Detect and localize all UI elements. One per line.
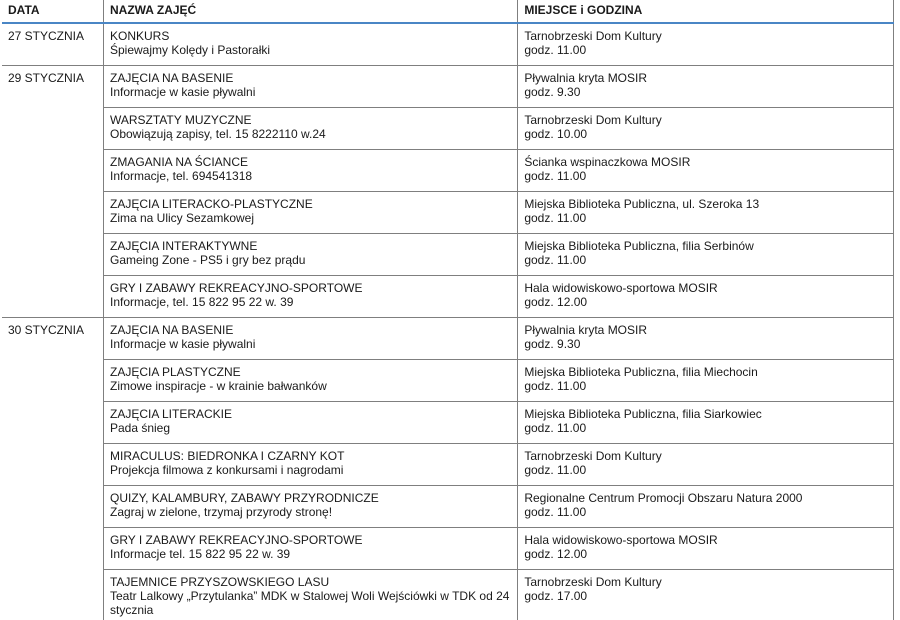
- event-name-cell: [103, 276, 517, 318]
- table-row: [2, 108, 894, 150]
- table-row: [2, 570, 894, 620]
- event-time: godz. 17.00: [524, 589, 588, 603]
- event-place: Miejska Biblioteka Publiczna, filia Siarkowiec: [524, 407, 762, 421]
- event-description: Informacje, tel. 15 822 95 22 w. 39: [109, 295, 294, 309]
- event-place: Ścianka wspinaczkowa MOSIR: [524, 155, 691, 169]
- event-title: WARSZTATY MUZYCZNE: [109, 113, 252, 127]
- table-row: [2, 192, 894, 234]
- event-description: Teatr Lalkowy „Przytulanka” MDK w Stalowej Woli Wejściówki w TDK od 24 stycznia: [109, 589, 510, 617]
- event-name-cell: [103, 402, 517, 444]
- date-cell: 30 STYCZNIA: [2, 318, 103, 620]
- place-time-cell: [518, 318, 894, 360]
- place-time-cell: [518, 402, 894, 444]
- table-row: [2, 360, 894, 402]
- table-header-row: [2, 0, 894, 23]
- event-name-cell: [103, 486, 517, 528]
- event-title: ZMAGANIA NA ŚCIANCE: [109, 155, 249, 169]
- date-cell: 29 STYCZNIA: [2, 66, 103, 318]
- event-place: Miejska Biblioteka Publiczna, filia Serbinów: [524, 239, 754, 253]
- place-time-cell: [518, 192, 894, 234]
- event-title: KONKURS: [109, 29, 170, 43]
- place-time-cell: [518, 528, 894, 570]
- event-description: Zagraj w zielone, trzymaj przyrody stronę!: [109, 505, 333, 519]
- event-description: Gameing Zone - PS5 i gry bez prądu: [109, 253, 306, 267]
- event-title: ZAJĘCIA PLASTYCZNE: [109, 365, 241, 379]
- place-time-cell: [518, 360, 894, 402]
- event-name-cell: [103, 23, 517, 66]
- event-time: godz. 11.00: [524, 253, 587, 267]
- event-place: Tarnobrzeski Dom Kultury: [524, 449, 662, 463]
- event-description: Śpiewajmy Kolędy i Pastorałki: [109, 43, 271, 57]
- event-title: QUIZY, KALAMBURY, ZABAWY PRZYRODNICZE: [109, 491, 379, 505]
- event-time: godz. 11.00: [524, 43, 587, 57]
- place-time-cell: [518, 234, 894, 276]
- event-name-cell: [103, 528, 517, 570]
- event-time: godz. 11.00: [524, 169, 587, 183]
- event-time: godz. 11.00: [524, 379, 587, 393]
- event-place: Hala widowiskowo-sportowa MOSIR: [524, 281, 718, 295]
- event-description: Zima na Ulicy Sezamkowej: [109, 211, 255, 225]
- header-place-time: MIEJSCE i GODZINA: [518, 0, 894, 23]
- event-time: godz. 12.00: [524, 295, 588, 309]
- place-time-cell: [518, 23, 894, 66]
- event-name-cell: [103, 108, 517, 150]
- event-place: Miejska Biblioteka Publiczna, filia Miechocin: [524, 365, 758, 379]
- event-description: Projekcja filmowa z konkursami i nagrodami: [109, 463, 344, 477]
- table-row: [2, 318, 894, 360]
- table-row: [2, 276, 894, 318]
- place-time-cell: [518, 66, 894, 108]
- table-row: [2, 234, 894, 276]
- event-title: TAJEMNICE PRZYSZOWSKIEGO LASU: [109, 575, 330, 589]
- event-name-cell: [103, 318, 517, 360]
- table-row: [2, 528, 894, 570]
- place-time-cell: [518, 486, 894, 528]
- schedule-table: [2, 0, 894, 620]
- event-description: Informacje tel. 15 822 95 22 w. 39: [109, 547, 291, 561]
- event-title: GRY I ZABAWY REKREACYJNO-SPORTOWE: [109, 533, 363, 547]
- event-time: godz. 11.00: [524, 505, 587, 519]
- event-place: Regionalne Centrum Promocji Obszaru Natura 2000: [524, 491, 803, 505]
- event-title: ZAJĘCIA NA BASENIE: [109, 323, 234, 337]
- event-description: Obowiązują zapisy, tel. 15 8222110 w.24: [109, 127, 326, 141]
- event-time: godz. 11.00: [524, 421, 587, 435]
- event-description: Pada śnieg: [109, 421, 171, 435]
- event-time: godz. 11.00: [524, 211, 587, 225]
- event-place: Miejska Biblioteka Publiczna, ul. Szeroka 13: [524, 197, 760, 211]
- date-cell: 27 STYCZNIA: [2, 23, 103, 66]
- event-title: ZAJĘCIA LITERACKIE: [109, 407, 233, 421]
- table-row: [2, 150, 894, 192]
- event-title: ZAJĘCIA NA BASENIE: [109, 71, 234, 85]
- event-description: Zimowe inspiracje - w krainie bałwanków: [109, 379, 327, 393]
- event-name-cell: [103, 570, 517, 620]
- header-event-name: NAZWA ZAJĘĆ: [103, 0, 517, 23]
- event-name-cell: [103, 150, 517, 192]
- event-time: godz. 10.00: [524, 127, 588, 141]
- event-place: Pływalnia kryta MOSIR: [524, 71, 648, 85]
- event-title: ZAJĘCIA INTERAKTYWNE: [109, 239, 258, 253]
- event-name-cell: [103, 192, 517, 234]
- event-title: ZAJĘCIA LITERACKO-PLASTYCZNE: [109, 197, 313, 211]
- table-row: [2, 486, 894, 528]
- place-time-cell: [518, 150, 894, 192]
- event-place: Hala widowiskowo-sportowa MOSIR: [524, 533, 718, 547]
- table-row: [2, 402, 894, 444]
- header-date: DATA: [2, 0, 103, 23]
- event-time: godz. 11.00: [524, 463, 587, 477]
- event-description: Informacje, tel. 694541318: [109, 169, 253, 183]
- event-time: godz. 9.30: [524, 337, 581, 351]
- event-name-cell: [103, 234, 517, 276]
- table-row: [2, 444, 894, 486]
- event-name-cell: [103, 444, 517, 486]
- event-place: Tarnobrzeski Dom Kultury: [524, 575, 662, 589]
- event-title: MIRACULUS: BIEDRONKA I CZARNY KOT: [109, 449, 345, 463]
- event-title: GRY I ZABAWY REKREACYJNO-SPORTOWE: [109, 281, 363, 295]
- place-time-cell: [518, 108, 894, 150]
- event-place: Tarnobrzeski Dom Kultury: [524, 29, 662, 43]
- event-description: Informacje w kasie pływalni: [109, 85, 256, 99]
- event-time: godz. 12.00: [524, 547, 588, 561]
- place-time-cell: [518, 276, 894, 318]
- event-name-cell: [103, 66, 517, 108]
- event-description: Informacje w kasie pływalni: [109, 337, 256, 351]
- event-name-cell: [103, 360, 517, 402]
- event-time: godz. 9.30: [524, 85, 581, 99]
- event-place: Pływalnia kryta MOSIR: [524, 323, 648, 337]
- place-time-cell: [518, 444, 894, 486]
- table-row: [2, 66, 894, 108]
- table-row: [2, 23, 894, 66]
- event-place: Tarnobrzeski Dom Kultury: [524, 113, 662, 127]
- place-time-cell: [518, 570, 894, 620]
